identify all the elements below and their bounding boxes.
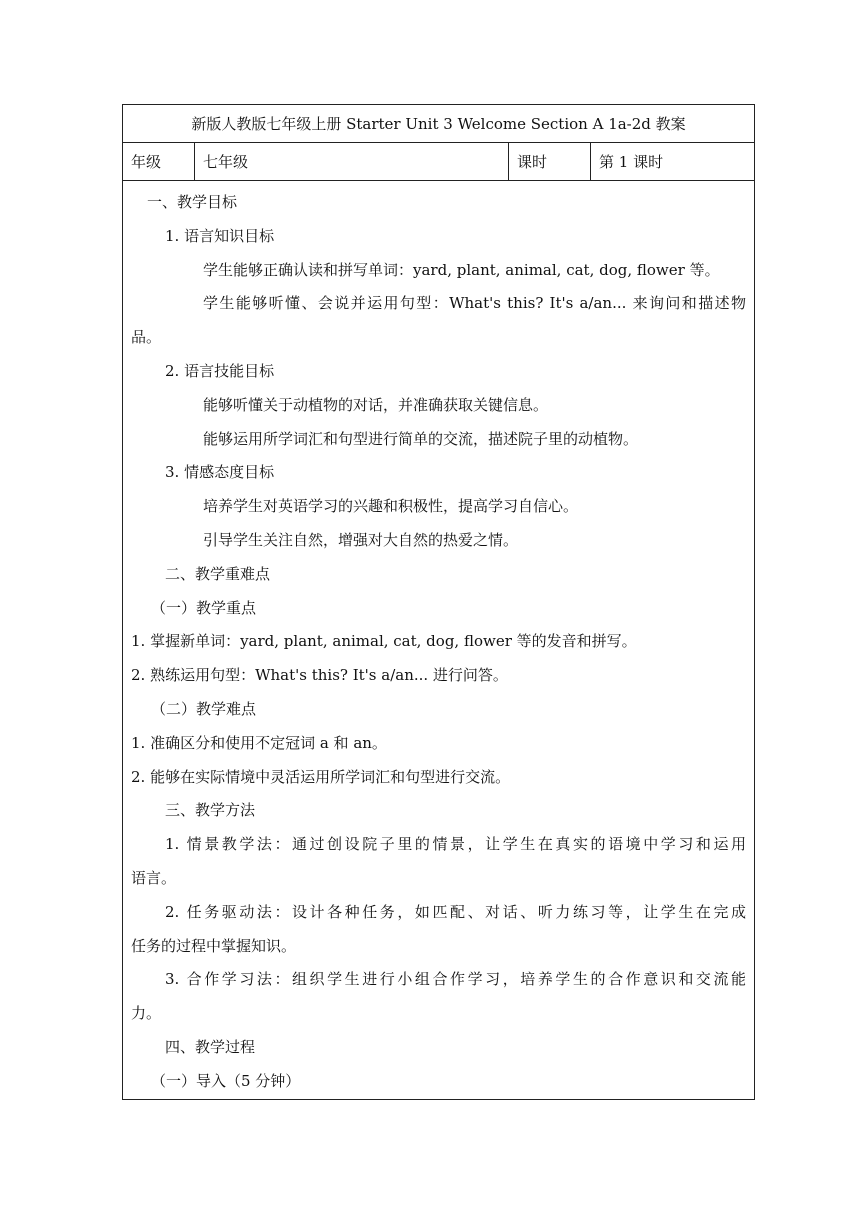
- period-value: 第 1 课时: [591, 143, 755, 181]
- text-line: 3. 合作学习法：组织学生进行小组合作学习，培养学生的合作意识和交流能: [165, 970, 747, 989]
- lesson-plan-table: [122, 104, 755, 1100]
- text-line: 1. 准确区分和使用不定冠词 a 和 an。: [131, 733, 387, 752]
- text-line: 学生能够正确认读和拼写单词：yard, plant, animal, cat, dog, flower 等。: [203, 260, 720, 279]
- text-line: 力。: [131, 1004, 162, 1023]
- text-line: 能够听懂关于动植物的对话，并准确获取关键信息。: [203, 395, 549, 414]
- subheading-intro: （一）导入（5 分钟）: [151, 1071, 301, 1090]
- text-line: 2. 熟练运用句型：What's this? It's a/an... 进行问答。: [131, 666, 508, 685]
- document-title: 新版人教版七年级上册 Starter Unit 3 Welcome Section A 1a-2d 教案: [123, 105, 755, 143]
- section-heading-key-points: 二、教学重难点: [165, 564, 271, 583]
- text-line: 任务的过程中掌握知识。: [131, 936, 297, 955]
- text-line: 能够运用所学词汇和句型进行简单的交流，描述院子里的动植物。: [203, 429, 639, 448]
- section-heading-process: 四、教学过程: [165, 1037, 256, 1056]
- subheading-attitude: 3. 情感态度目标: [165, 463, 275, 482]
- subheading-knowledge: 1. 语言知识目标: [165, 226, 275, 245]
- text-line: 学生能够听懂、会说并运用句型：What's this? It's a/an... 来询问和描述物: [203, 294, 747, 313]
- grade-value: 七年级: [195, 143, 509, 181]
- content-cell: [123, 181, 755, 1100]
- text-line: 引导学生关注自然，增强对大自然的热爱之情。: [203, 530, 519, 549]
- subheading-skills: 2. 语言技能目标: [165, 361, 275, 380]
- grade-label: 年级: [123, 143, 195, 181]
- content-body: [123, 181, 754, 1099]
- subheading-focus: （一）教学重点: [151, 598, 257, 617]
- text-line: 培养学生对英语学习的兴趣和积极性，提高学习自信心。: [203, 497, 579, 516]
- text-line: 2. 任务驱动法：设计各种任务，如匹配、对话、听力练习等，让学生在完成: [165, 902, 747, 921]
- period-label: 课时: [509, 143, 591, 181]
- text-line: 1. 掌握新单词：yard, plant, animal, cat, dog, flower 等的发音和拼写。: [131, 632, 637, 651]
- section-heading-methods: 三、教学方法: [165, 801, 256, 820]
- text-line: 语言。: [131, 868, 177, 887]
- text-line: 品。: [131, 328, 162, 347]
- section-heading-objectives: 一、教学目标: [147, 193, 238, 211]
- text-line: 2. 能够在实际情境中灵活运用所学词汇和句型进行交流。: [131, 767, 511, 786]
- subheading-difficulty: （二）教学难点: [151, 699, 257, 718]
- text-line: 1. 情景教学法：通过创设院子里的情景，让学生在真实的语境中学习和运用: [165, 835, 747, 854]
